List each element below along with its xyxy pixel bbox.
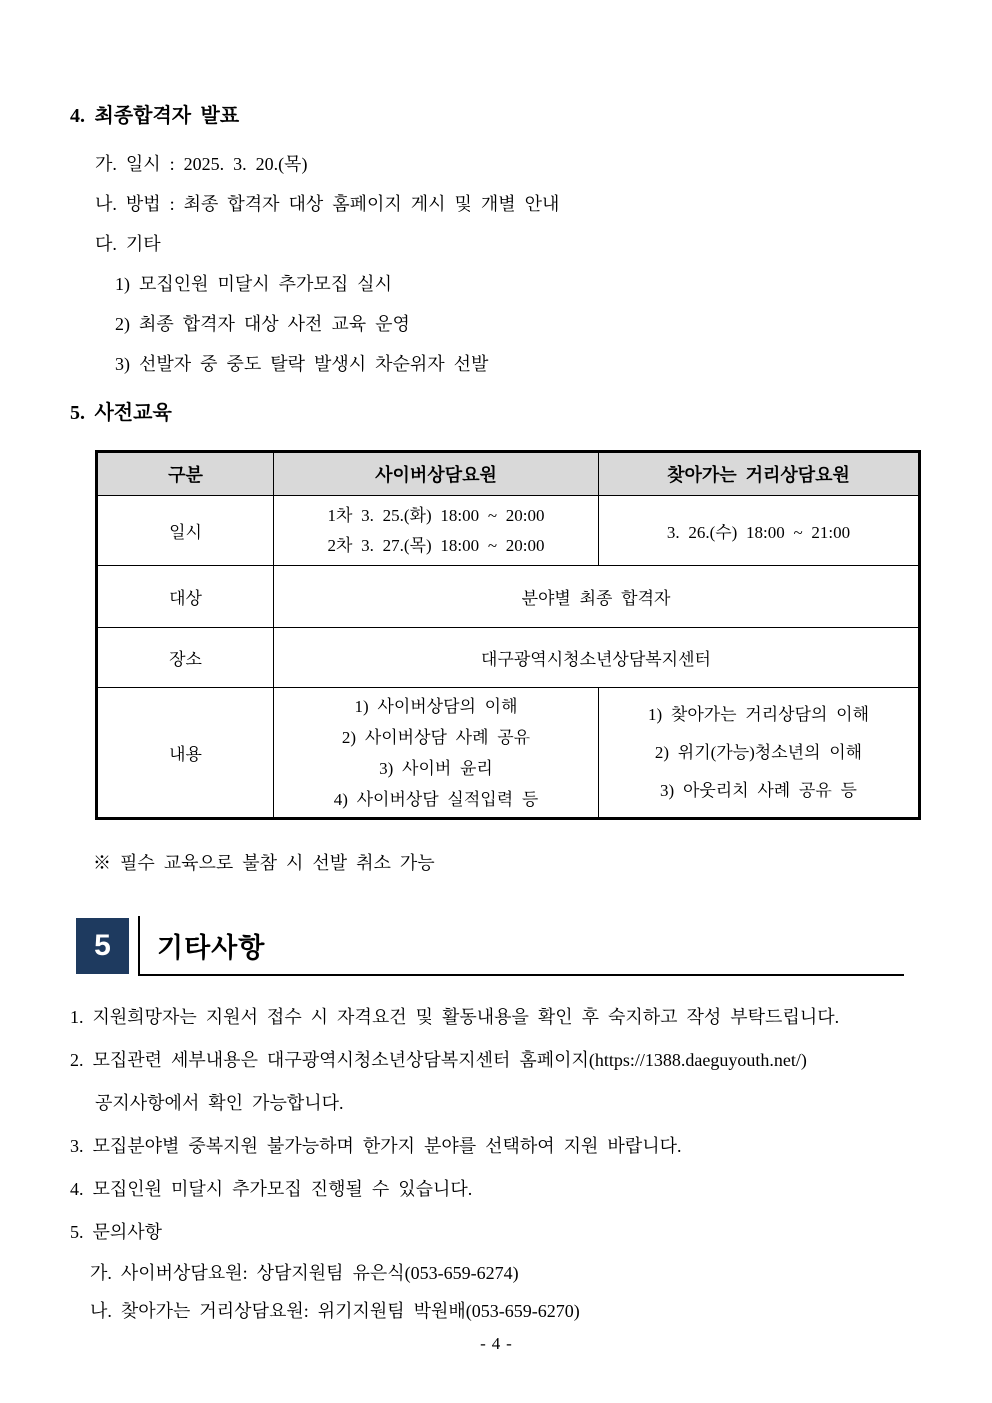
section4-line-method: 나. 방법 : 최종 합격자 대상 홈페이지 게시 및 개별 안내 — [95, 194, 560, 214]
cell-street-content — [599, 688, 920, 819]
section4-subline-2: 2) 최종 합격자 대상 사전 교육 운영 — [115, 314, 410, 334]
cyber-datetime-line1: 1차 3. 25.(화) 18:00 ~ 20:00 — [327, 505, 545, 525]
etc-list — [70, 996, 922, 1330]
mandatory-education-note: ※ 필수 교육으로 불참 시 선발 취소 가능 — [93, 853, 435, 873]
section-banner-title: 기타사항 — [157, 932, 266, 963]
cell-target-value: 분야별 최종 합격자 — [274, 566, 920, 628]
etc-item-4: 4. 모집인원 미달시 추가모집 진행될 수 있습니다. — [70, 1179, 473, 1199]
cyber-datetime-line2: 2차 3. 27.(목) 18:00 ~ 20:00 — [327, 535, 545, 555]
street-content-item-1: 1) 찾아가는 거리상담의 이해 — [648, 704, 869, 724]
table-row-datetime — [97, 496, 920, 566]
section-number-badge: 5 — [76, 918, 129, 974]
street-content-item-2: 2) 위기(가능)청소년의 이해 — [654, 742, 863, 762]
header-cell-category: 구분 — [97, 452, 274, 496]
cell-street-datetime: 3. 26.(수) 18:00 ~ 21:00 — [599, 496, 920, 566]
etc-item-5: 5. 문의사항 — [70, 1222, 163, 1242]
street-content-item-3: 3) 아웃리치 사례 공유 등 — [660, 780, 857, 800]
section4-subline-1: 1) 모집인원 미달시 추가모집 실시 — [115, 274, 392, 294]
header-cell-cyber-counselor: 사이버상담요원 — [274, 452, 599, 496]
section-pre-education — [70, 398, 922, 878]
section-banner-rule — [138, 916, 904, 976]
section-banner-etc — [76, 916, 904, 976]
row-label-place: 장소 — [97, 628, 274, 688]
row-label-target: 대상 — [97, 566, 274, 628]
etc-item-2: 2. 모집관련 세부내용은 대구광역시청소년상담복지센터 홈페이지(https://1388.daeguyouth.net/) — [70, 1050, 807, 1070]
section5-heading: 5. 사전교육 — [70, 402, 172, 424]
section4-heading: 4. 최종합격자 발표 — [70, 105, 240, 127]
header-cell-street-counselor: 찾아가는 거리상담요원 — [599, 452, 920, 496]
cyber-content-item-3: 3) 사이버 윤리 — [379, 758, 493, 778]
row-label-datetime: 일시 — [97, 496, 274, 566]
table-row-place — [97, 628, 920, 688]
cyber-content-item-2: 2) 사이버상담 사례 공유 — [341, 727, 531, 747]
pre-education-table — [95, 450, 921, 820]
etc-item-2-continued: 공지사항에서 확인 가능합니다. — [95, 1093, 344, 1113]
cyber-content-item-4: 4) 사이버상담 실적입력 등 — [333, 789, 539, 809]
row-label-content: 내용 — [97, 688, 274, 819]
section4-subline-3: 3) 선발자 중 중도 탈락 발생시 차순위자 선발 — [115, 354, 489, 374]
cell-cyber-datetime — [274, 496, 599, 566]
contact-street-counselor: 나. 찾아가는 거리상담요원: 위기지원팀 박원배(053-659-6270) — [90, 1301, 580, 1321]
section-final-pass-announcement — [70, 102, 922, 384]
etc-item-3: 3. 모집분야별 중복지원 불가능하며 한가지 분야를 선택하여 지원 바랍니다. — [70, 1136, 682, 1156]
table-row-content — [97, 688, 920, 819]
cyber-content-item-1: 1) 사이버상담의 이해 — [354, 696, 518, 716]
etc-item-1: 1. 지원희망자는 지원서 접수 시 자격요건 및 활동내용을 확인 후 숙지하고 작성 부탁드립니다. — [70, 1007, 840, 1027]
cell-place-value: 대구광역시청소년상담복지센터 — [274, 628, 920, 688]
page-number: - 4 - — [480, 1334, 512, 1353]
section4-line-date: 가. 일시 : 2025. 3. 20.(목) — [95, 154, 308, 174]
section4-line-etc: 다. 기타 — [95, 234, 161, 254]
cell-cyber-content — [274, 688, 599, 819]
table-header-row — [97, 452, 920, 496]
contact-cyber-counselor: 가. 사이버상담요원: 상담지원팀 유은식(053-659-6274) — [90, 1263, 519, 1283]
table-row-target — [97, 566, 920, 628]
